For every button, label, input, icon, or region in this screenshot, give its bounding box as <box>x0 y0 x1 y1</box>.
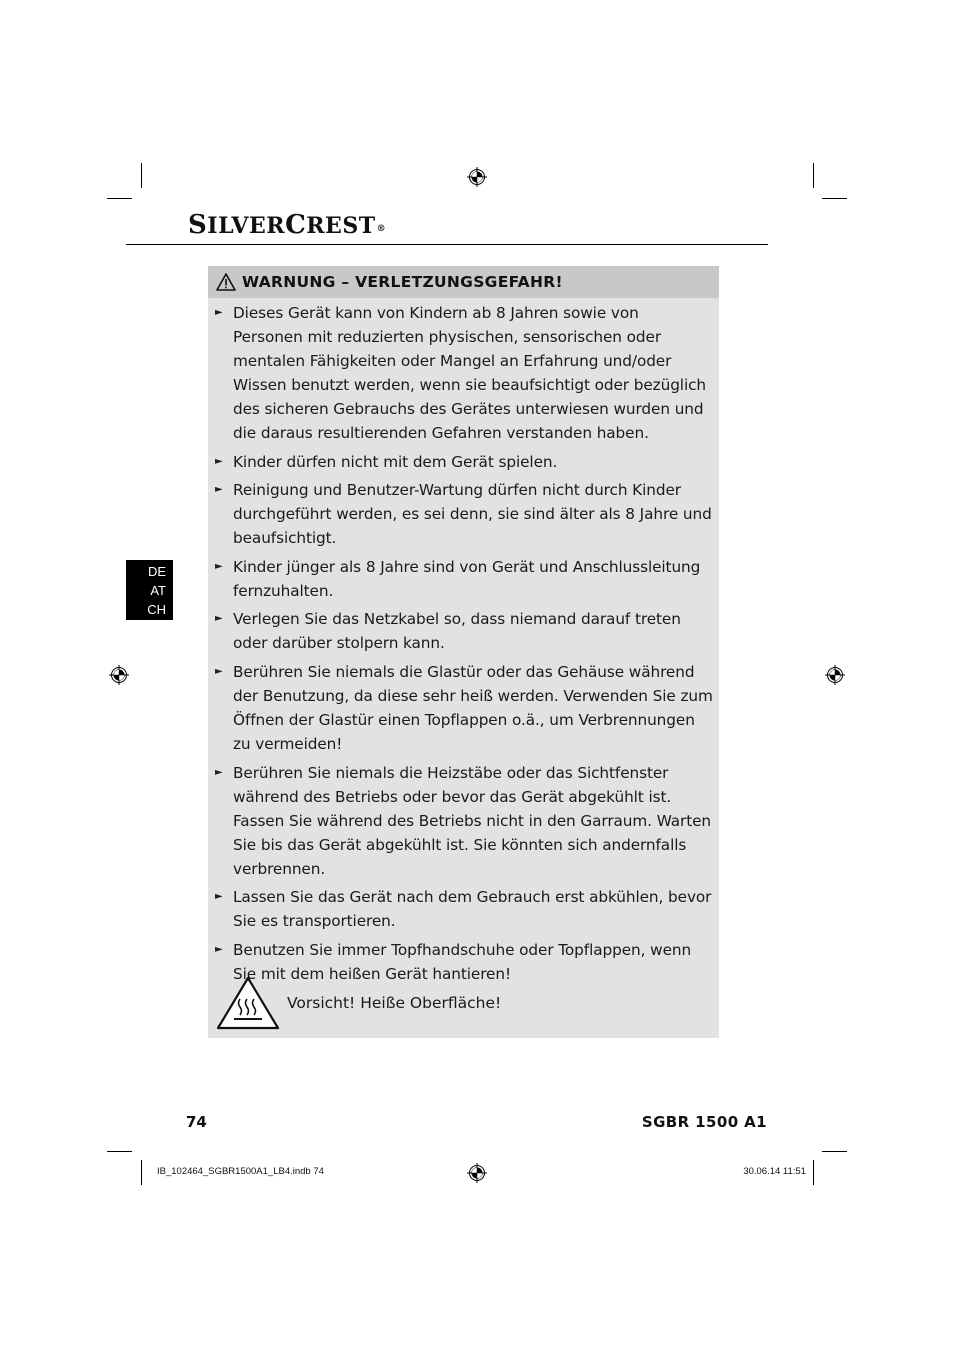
crop-mark <box>141 163 142 188</box>
bullet-arrow-icon: ► <box>215 560 223 572</box>
language-code: AT <box>150 582 166 598</box>
list-item-text: Kinder dürfen nicht mit dem Gerät spielen. <box>233 452 558 471</box>
warning-box <box>208 266 719 1038</box>
list-item <box>208 450 713 474</box>
list-item-text: Berühren Sie niemals die Glastür oder das Gehäuse während der Benutzung, da diese sehr heiß werden. Verwenden Sie zum Öffnen der Glastür einen Topflappen o.ä., um Verbrennungen zu vermeiden! <box>233 662 713 753</box>
registration-mark-icon <box>109 665 129 685</box>
warning-list <box>208 298 719 986</box>
warning-triangle-icon <box>216 273 236 291</box>
bullet-arrow-icon: ► <box>215 766 223 778</box>
list-item-text: Benutzen Sie immer Topfhandschuhe oder Topflappen, wenn Sie mit dem heißen Gerät hantieren! <box>233 940 692 983</box>
language-tab <box>126 560 173 620</box>
page-number: 74 <box>186 1113 207 1131</box>
warning-header <box>208 266 719 298</box>
print-slug-file: IB_102464_SGBR1500A1_LB4.indb 74 <box>157 1166 324 1177</box>
list-item-text: Berühren Sie niemals die Heizstäbe oder das Sichtfenster während des Betriebs oder bevor das Gerät abgekühlt ist. Fassen Sie während des Betriebs nicht in den Garraum. Warten Sie bis das Gerät abgekühlt ist. Sie könnten sich andernfalls verbrennen. <box>233 763 712 878</box>
list-item <box>208 607 713 655</box>
registration-mark-icon <box>825 665 845 685</box>
bullet-arrow-icon: ► <box>215 665 223 677</box>
list-item <box>208 301 713 445</box>
crop-mark <box>107 1151 132 1152</box>
list-item-text: Lassen Sie das Gerät nach dem Gebrauch erst abkühlen, bevor Sie es transportieren. <box>233 888 712 931</box>
crop-mark <box>813 1160 814 1185</box>
registration-mark-icon <box>467 1163 487 1183</box>
brand-initial: S <box>188 210 208 240</box>
list-item <box>208 555 713 603</box>
list-item <box>208 478 713 550</box>
crop-mark <box>141 1160 142 1185</box>
list-item-text: Verlegen Sie das Netzkabel so, dass niemand darauf treten oder darüber stolpern kann. <box>233 610 681 653</box>
print-slug-date: 30.06.14 11:51 <box>743 1166 806 1177</box>
crop-mark <box>107 198 132 199</box>
bullet-arrow-icon: ► <box>215 455 223 467</box>
list-item <box>208 660 713 756</box>
registered-symbol: ® <box>376 224 387 234</box>
crop-mark <box>822 198 847 199</box>
hot-surface-notice <box>215 975 501 1031</box>
bullet-arrow-icon: ► <box>215 307 223 318</box>
model-number: SGBR 1500 A1 <box>641 1113 767 1131</box>
bullet-arrow-icon: ► <box>215 891 223 903</box>
bullet-arrow-icon: ► <box>215 943 223 955</box>
list-item-text: Dieses Gerät kann von Kindern ab 8 Jahren sowie von Personen mit reduzierten physischen, sensorischen oder mentalen Fähigkeiten oder Mangel an Erfahrung und/oder Wissen benutzt werden, wenn sie beaufsichtigt oder bezüglich des sicheren Gebrauchs des Gerätes unterwiesen wurden und die daraus resultierenden Gefahren verstanden haben. <box>233 304 707 442</box>
list-item <box>208 761 713 881</box>
header-divider <box>126 244 768 245</box>
hot-surface-text: Vorsicht! Heiße Oberfläche! <box>287 994 502 1012</box>
registration-mark-icon <box>467 167 487 187</box>
list-item-text: Reinigung und Benutzer-Wartung dürfen nicht durch Kinder durchgeführt werden, es sei denn, sie sind älter als 8 Jahre und beaufsichtigt. <box>233 481 712 548</box>
warning-title: WARNUNG – VERLETZUNGSGEFAHR! <box>242 273 563 291</box>
brand-text: ILVER <box>207 213 286 239</box>
list-item <box>208 885 713 933</box>
brand-logo <box>188 210 386 241</box>
bullet-arrow-icon: ► <box>215 613 223 625</box>
language-code: CH <box>147 601 166 617</box>
brand-initial: C <box>285 210 307 240</box>
bullet-arrow-icon: ► <box>215 484 223 496</box>
crop-mark <box>813 163 814 188</box>
hot-surface-icon <box>215 975 281 1031</box>
language-code: DE <box>147 563 166 579</box>
list-item-text: Kinder jünger als 8 Jahre sind von Gerät und Anschlussleitung fernzuhalten. <box>233 557 701 600</box>
brand-text: REST <box>306 213 376 239</box>
crop-mark <box>822 1151 847 1152</box>
